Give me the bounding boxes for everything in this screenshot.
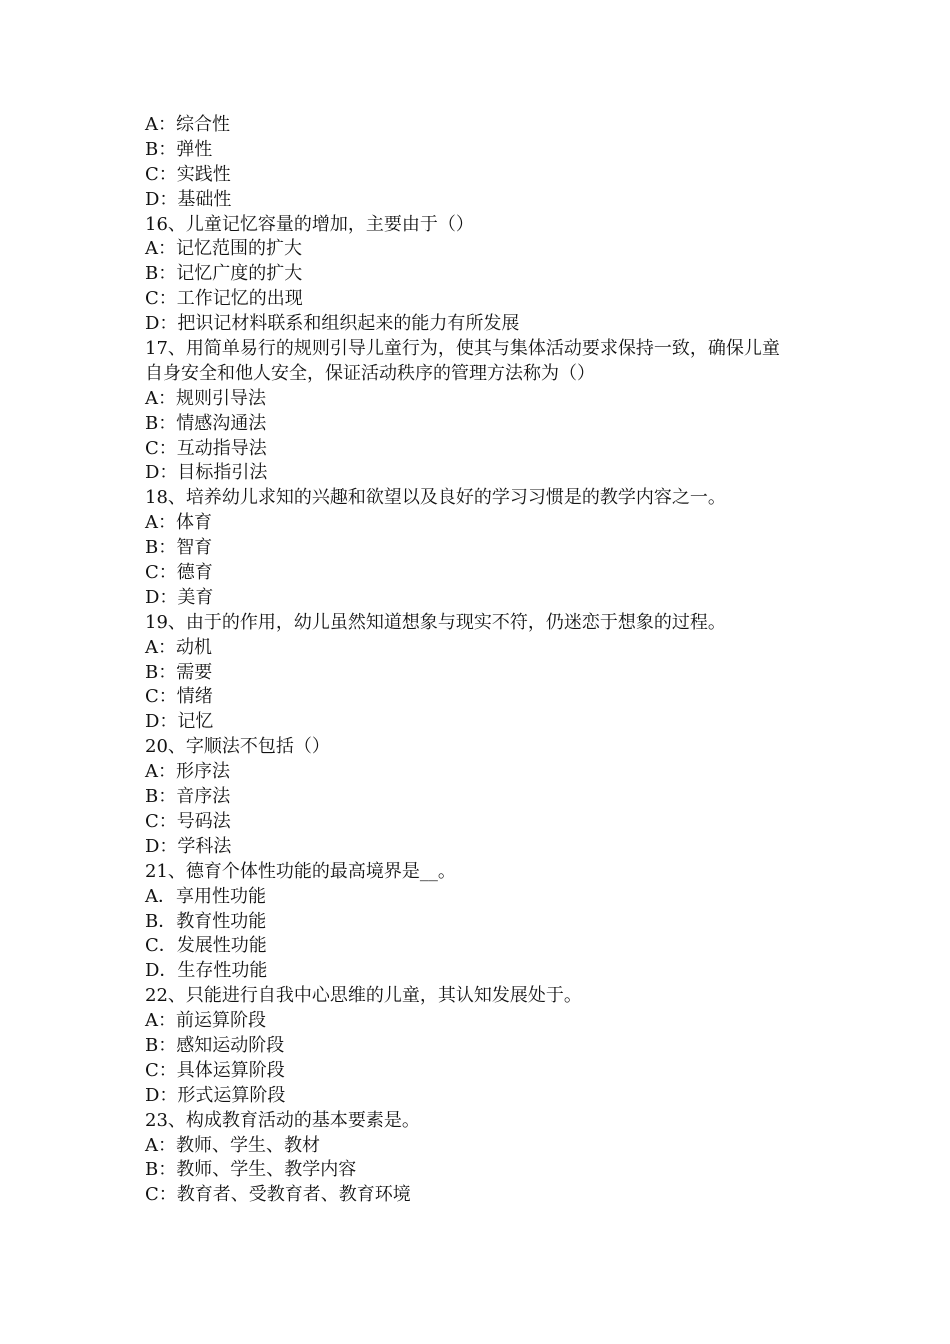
option-c: C：号码法: [145, 810, 231, 832]
option-a: A．享用性功能: [145, 885, 266, 907]
question-21: 21、德育个体性功能的最高境界是__。: [145, 860, 456, 882]
option-a: A：记忆范围的扩大: [145, 238, 302, 260]
option-b: B：感知运动阶段: [145, 1034, 285, 1056]
question-19: 19、由于的作用，幼儿虽然知道想象与现实不符，仍迷恋于想象的过程。: [145, 611, 726, 633]
option-d: D：形式运算阶段: [145, 1084, 286, 1106]
option-d: D：美育: [145, 586, 214, 608]
question-20: 20、字顺法不包括（）: [145, 736, 330, 758]
option-b: B：情感沟通法: [145, 412, 267, 434]
option-d: D：基础性: [145, 188, 232, 210]
option-a: A：综合性: [145, 114, 230, 135]
option-d: D．生存性功能: [145, 960, 268, 982]
option-a: A：体育: [145, 512, 212, 534]
option-b: B：智育: [145, 537, 213, 559]
option-a: A：教师、学生、教材: [145, 1134, 320, 1156]
option-a: A：形序法: [145, 761, 230, 783]
option-c: C：教育者、受教育者、教育环境: [145, 1184, 411, 1206]
option-a: A：动机: [145, 636, 212, 658]
option-b: B．教育性功能: [145, 910, 267, 932]
question-list: [145, 113, 815, 1208]
question-22: 22、只能进行自我中心思维的儿童，其认知发展处于。: [145, 985, 582, 1007]
option-b: B：弹性: [145, 138, 213, 160]
option-c: C．发展性功能: [145, 935, 267, 957]
option-c: C：互动指导法: [145, 437, 267, 459]
option-b: B：教师、学生、教学内容: [145, 1159, 357, 1181]
option-c: C：实践性: [145, 163, 231, 185]
option-b: B：需要: [145, 661, 213, 683]
question-23: 23、构成教育活动的基本要素是。: [145, 1109, 420, 1131]
question-17-line-1: 17、用简单易行的规则引导儿童行为，使其与集体活动要求保持一致，确保儿童: [145, 338, 780, 360]
option-d: D：记忆: [145, 711, 214, 733]
question-17-line-2: 自身安全和他人安全，保证活动秩序的管理方法称为（）: [145, 362, 595, 384]
option-c: C：工作记忆的出现: [145, 288, 303, 310]
option-c: C：德育: [145, 562, 213, 584]
option-d: D：目标指引法: [145, 462, 268, 484]
question-16: 16、儿童记忆容量的增加，主要由于（）: [145, 213, 474, 235]
option-c: C：具体运算阶段: [145, 1059, 285, 1081]
option-c: C：情绪: [145, 686, 213, 708]
option-b: B：音序法: [145, 786, 231, 808]
question-18: 18、培养幼儿求知的兴趣和欲望以及良好的学习习惯是的教学内容之一。: [145, 487, 726, 509]
option-a: A：前运算阶段: [145, 1010, 266, 1032]
option-d: D：学科法: [145, 835, 232, 857]
option-a: A：规则引导法: [145, 387, 266, 409]
option-d: D：把识记材料联系和组织起来的能力有所发展: [145, 313, 520, 335]
option-b: B：记忆广度的扩大: [145, 263, 303, 285]
